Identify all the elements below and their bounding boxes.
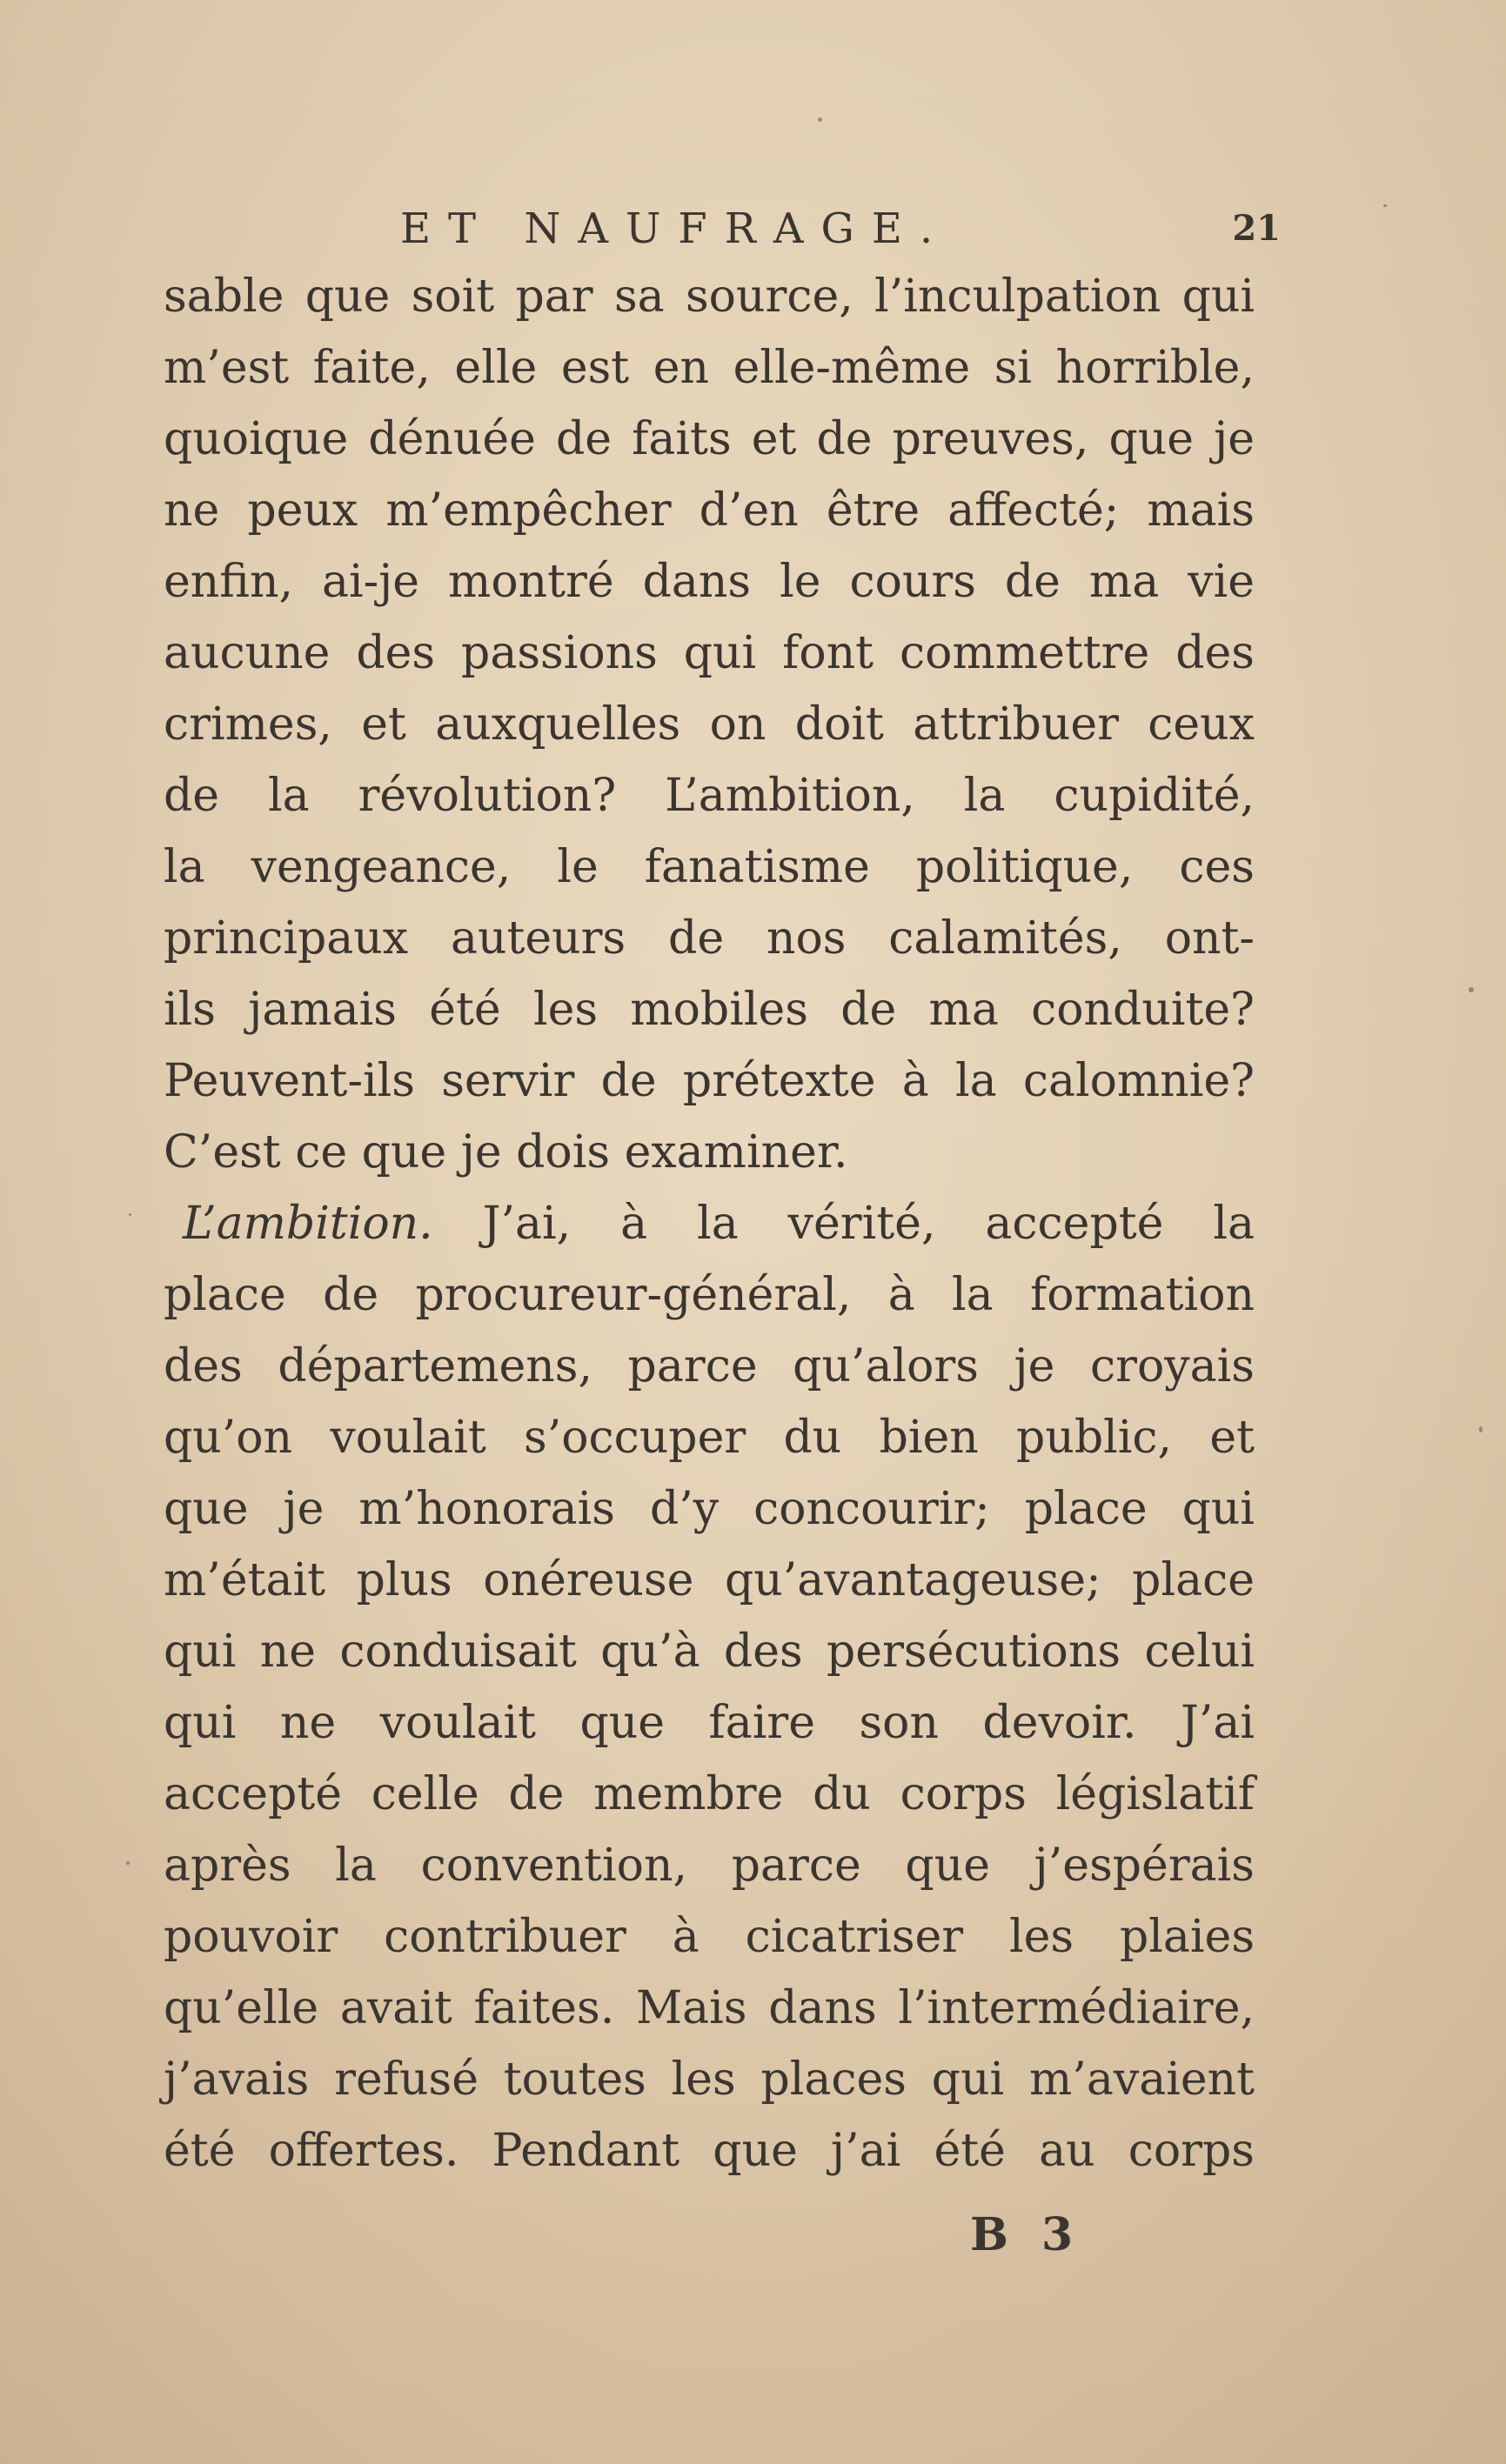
text-line: ils jamais été les mobiles de ma conduite? [164, 984, 1255, 1036]
text-line: pouvoir contribuer à cicatriser les plaies [164, 1911, 1255, 1963]
text-line: qui ne voulait que faire son devoir. J’ai [164, 1697, 1255, 1749]
text-line: crimes, et auxquelles on doit attribuer ceux [164, 698, 1255, 751]
text-line: la vengeance, le fanatisme politique, ces [164, 841, 1255, 893]
signature-mark: B 3 [970, 2208, 1082, 2261]
text-line: m’était plus onéreuse qu’avantageuse; place [164, 1554, 1255, 1606]
body-text [164, 261, 1255, 2187]
text-line: sable que soit par sa source, l’inculpation qui [164, 270, 1255, 323]
running-title: ET NAUFRAGE. [400, 204, 951, 253]
text-line: qui ne conduisait qu’à des persécutions celui [164, 1626, 1255, 1678]
text-line: quoique dénuée de faits et de preuves, que je [164, 413, 1255, 465]
paper-speck [1383, 204, 1387, 207]
page-number: 21 [1232, 208, 1281, 249]
text-line: principaux auteurs de nos calamités, ont- [164, 912, 1255, 965]
paper-speck [1479, 1426, 1483, 1432]
text-line: que je m’honorais d’y concourir; place qui [164, 1483, 1255, 1535]
text-line: j’avais refusé toutes les places qui m’avaient [164, 2053, 1255, 2106]
paper-speck [818, 117, 822, 122]
paragraph-lead-italic: L’ambition. [183, 1198, 433, 1250]
text-line: aucune des passions qui font commettre des [164, 627, 1255, 679]
text-line: ne peux m’empêcher d’en être affecté; mais [164, 484, 1255, 537]
text-line: de la révolution? L’ambition, la cupidité, [164, 770, 1255, 822]
paragraph-first-line [164, 1188, 1255, 1259]
text-line: Peuvent-ils servir de prétexte à la calomnie? [164, 1055, 1255, 1107]
paper-speck [129, 1213, 131, 1216]
paper-speck [1469, 987, 1474, 992]
page-header [400, 198, 1281, 259]
paper-speck [126, 1861, 130, 1865]
text-line: m’est faite, elle est en elle-même si horrible, [164, 342, 1255, 394]
text-line: place de procureur-général, à la formation [164, 1269, 1255, 1321]
text-line: qu’elle avait faites. Mais dans l’intermédiaire, [164, 1982, 1255, 2034]
text-line: accepté celle de membre du corps législatif [164, 1768, 1255, 1820]
text-line: C’est ce que je dois examiner. [164, 1126, 848, 1179]
text-line: après la convention, parce que j’espérais [164, 1840, 1255, 1892]
text-line: enfin, ai-je montré dans le cours de ma vie [164, 556, 1255, 608]
paragraph-first-line-rest: J’ai, à la vérité, accepté la [482, 1198, 1255, 1250]
text-line: été offertes. Pendant que j’ai été au corps [164, 2125, 1255, 2177]
text-line: des départemens, parce qu’alors je croyais [164, 1340, 1255, 1392]
text-line: qu’on voulait s’occuper du bien public, et [164, 1412, 1255, 1464]
